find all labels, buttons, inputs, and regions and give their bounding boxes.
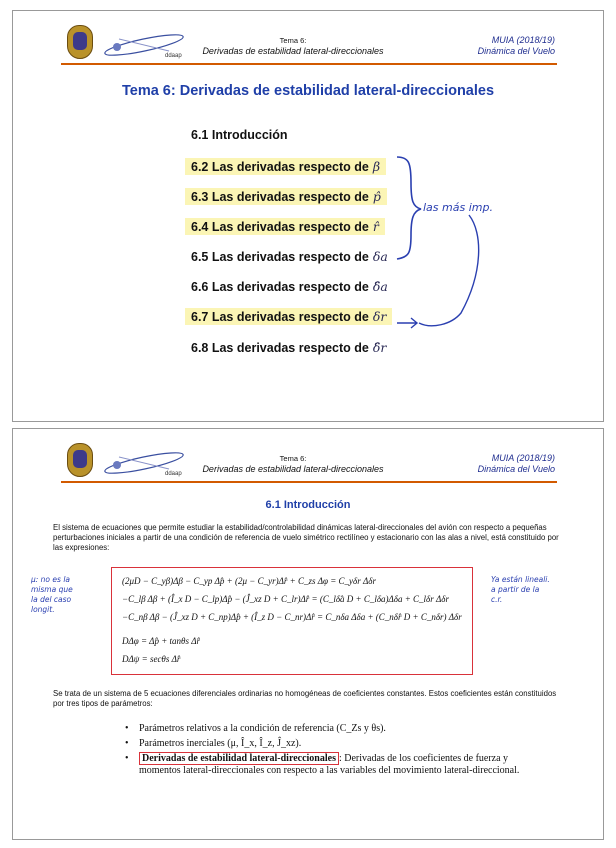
header-subtitle: Derivadas de estabilidad lateral-direccionales [202, 46, 384, 56]
toc-item-6-7 [185, 308, 392, 325]
toc-symbol: p̂ [372, 189, 381, 204]
bullet-text: : Derivadas de los coeficientes de fuerza y momentos lateral-direccionales con respecto a las variables del movimiento lateral-direccional. [139, 753, 520, 776]
header-center [163, 453, 423, 475]
note-line: μ: no es la [31, 575, 70, 584]
toc-item-6-2 [185, 158, 386, 175]
equation-system-box [111, 567, 473, 675]
note-line: Ya están lineali. [491, 575, 550, 584]
toc-label: 6.3 Las derivadas respecto de [191, 190, 369, 204]
slide-2 [12, 428, 604, 840]
toc-symbol: δ̂a [372, 279, 388, 294]
toc-symbol: δr [372, 309, 387, 324]
handwritten-note-right [491, 575, 550, 605]
toc-item-6-1 [191, 127, 288, 144]
equation-3: −C_nβ Δβ − (Ĵ_xz D + C_np)Δp̂ + (Î_z D − C_nr)Δr̂ = C_nδa Δδa + (C_nδ̂r D + C_nδr) Δδr [122, 612, 462, 622]
equation-5: DΔψ = secθs Δr̂ [122, 654, 181, 664]
toc-label: 6.4 Las derivadas respecto de [191, 220, 369, 234]
equation-2: −C_lβ Δβ + (Î_x D − C_lp)Δp̂ − (Ĵ_xz D + C_lr)Δr̂ = (C_lδ̂a D + C_lδa)Δδa + C_lδr Δδr [122, 594, 449, 604]
parameter-list [125, 723, 545, 780]
bullet-bold-term: Derivadas de estabilidad lateral-direccionales [139, 752, 339, 765]
bullet-text: Parámetros inerciales (μ, Î_x, Î_z, Ĵ_xz). [139, 738, 302, 749]
toc-symbol: δ̂r [372, 340, 387, 355]
toc-symbol: β [372, 159, 381, 174]
header-topic: Tema 6: [279, 454, 307, 463]
slide-title: Tema 6: Derivadas de estabilidad lateral-direccionales [121, 83, 495, 99]
slide-header [13, 11, 603, 65]
slide-header [13, 429, 603, 483]
subject-label: Dinámica del Vuelo [477, 464, 555, 474]
toc-label: 6.8 Las derivadas respecto de [191, 341, 369, 355]
toc-label: 6.1 Introducción [191, 128, 288, 142]
header-divider [61, 63, 557, 65]
note-line: misma que [31, 585, 73, 594]
toc-item-6-3 [185, 188, 387, 205]
toc-label: 6.2 Las derivadas respecto de [191, 160, 369, 174]
header-subtitle: Derivadas de estabilidad lateral-direccionales [202, 464, 384, 474]
toc-label: 6.6 Las derivadas respecto de [191, 280, 369, 294]
logo-text: ddaap [165, 471, 182, 477]
toc-item-6-8 [191, 339, 386, 356]
slide-1 [12, 10, 604, 422]
list-item [125, 753, 545, 777]
equation-4: DΔφ = Δp̂ + tanθs Δr̂ [122, 636, 200, 646]
outro-paragraph: Se trata de un sistema de 5 ecuaciones diferenciales ordinarias no homogéneas de coeficientes constantes. Estos coeficientes están constituidos por tres tipos de parámetros: [53, 689, 557, 708]
header-center [163, 35, 423, 57]
toc-symbol: δa [372, 249, 388, 264]
header-course [478, 453, 555, 475]
toc-item-6-4 [185, 218, 385, 235]
intro-paragraph: El sistema de ecuaciones que permite estudiar la estabilidad/controlabilidad dinámicas lateral-direccionales del avión con respecto a pequeñas perturbaciones iniciales a partir de una condición de referencia de vuelo simétrico rectilíneo y estacionario con las alas a nivel, está constituido por las expresiones: [53, 523, 559, 552]
bullet-text: Parámetros relativos a la condición de referencia (C_Zs y θs). [139, 723, 386, 734]
toc-symbol: r̂ [372, 219, 379, 234]
list-item [125, 738, 545, 750]
note-line: longit. [31, 605, 55, 614]
note-line: a partir de la [491, 585, 540, 594]
logo-text: ddaap [165, 53, 182, 59]
toc-item-6-5 [191, 248, 388, 265]
list-item [125, 723, 545, 735]
handwritten-note-left [31, 575, 73, 615]
toc-label: 6.5 Las derivadas respecto de [191, 250, 369, 264]
subject-label: Dinámica del Vuelo [477, 46, 555, 56]
section-title: 6.1 Introducción [265, 499, 351, 511]
toc-label: 6.7 Las derivadas respecto de [191, 310, 369, 324]
toc-item-6-6 [191, 278, 388, 295]
handwritten-annotation: las más imp. [423, 201, 493, 214]
handwritten-brace-icon [391, 153, 501, 333]
university-crest-icon [67, 443, 93, 477]
header-course [478, 35, 555, 57]
note-line: la del caso [31, 595, 72, 604]
header-topic: Tema 6: [279, 36, 307, 45]
university-crest-icon [67, 25, 93, 59]
equation-1: (2μD − C_yβ)Δβ − C_yp Δp̂ + (2μ − C_yr)Δr̂ + C_zs Δφ = C_yδr Δδr [122, 576, 376, 586]
header-divider [61, 481, 557, 483]
course-label: MUIA (2018/19) [491, 35, 555, 45]
note-line: c.r. [491, 595, 503, 604]
course-label: MUIA (2018/19) [491, 453, 555, 463]
